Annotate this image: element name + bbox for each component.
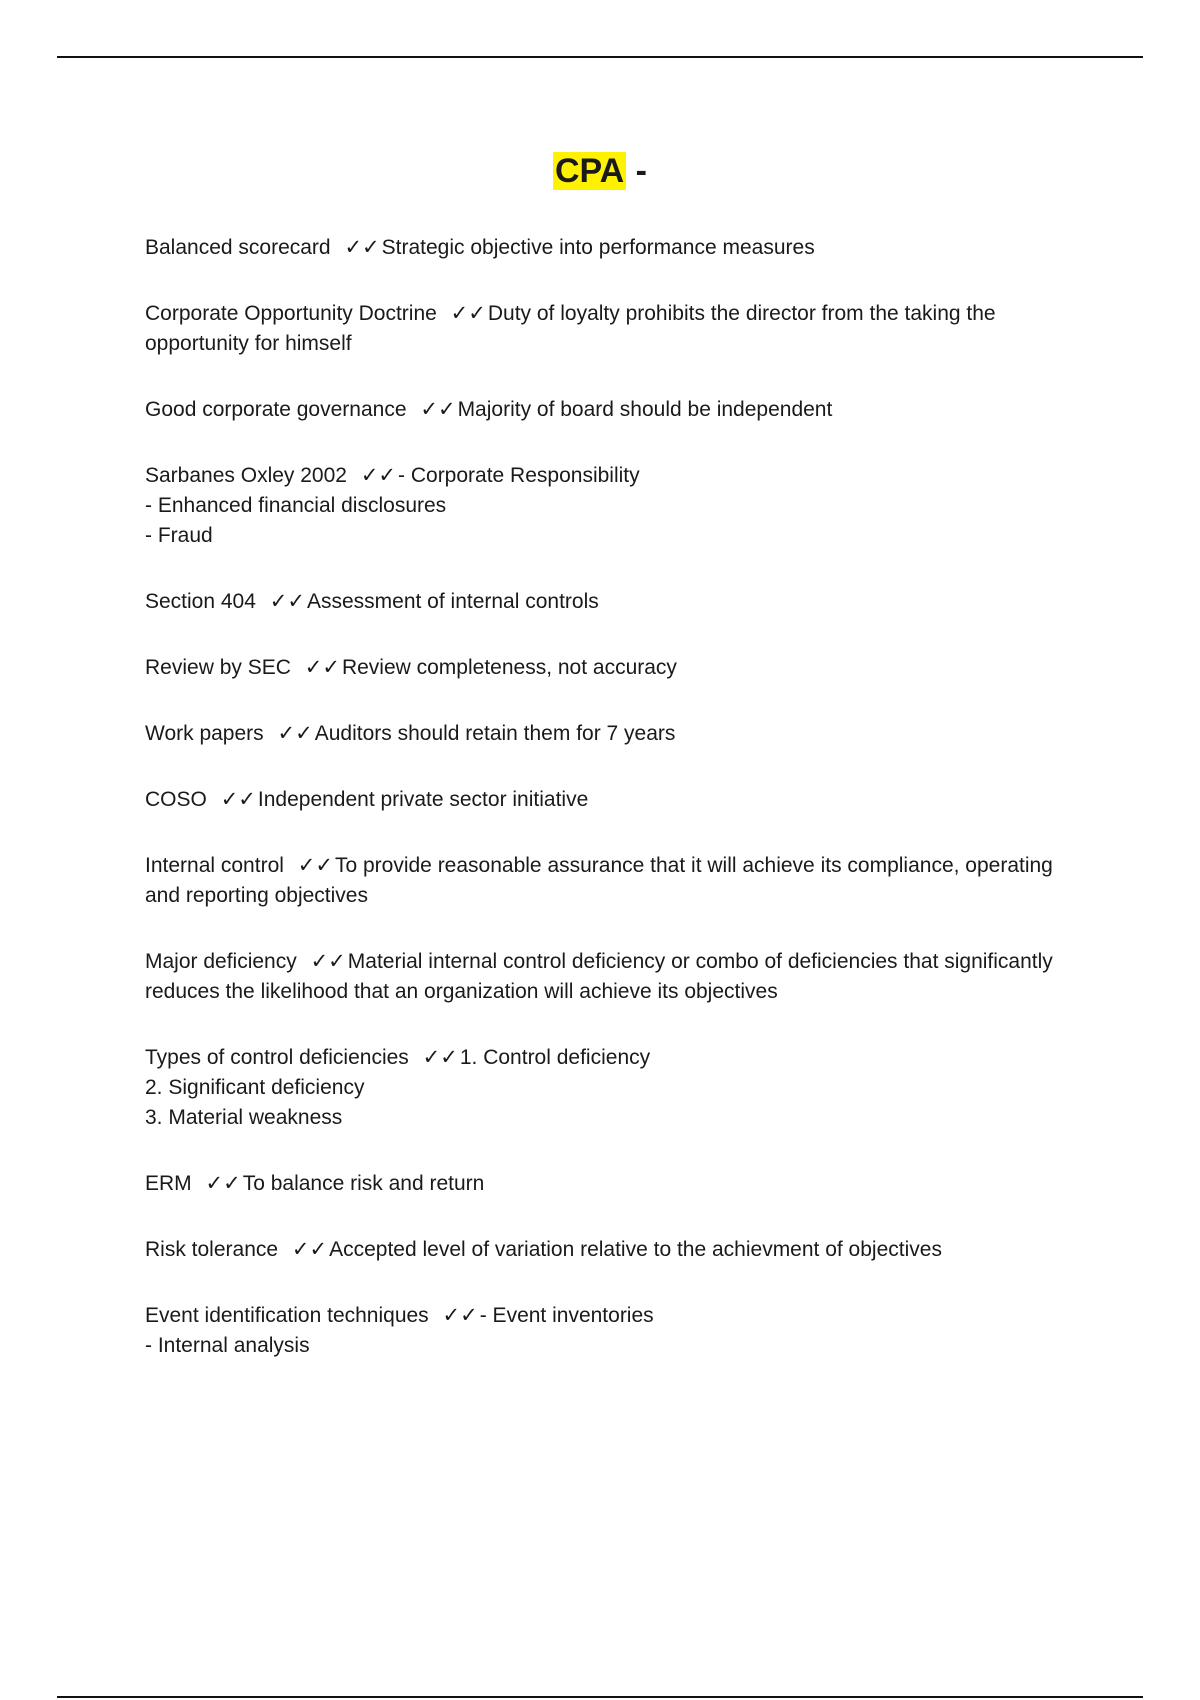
double-check-icon: ✓✓: [205, 1171, 241, 1195]
title-highlight: CPA: [554, 152, 625, 190]
flashcard-entry: [145, 1234, 1075, 1265]
entry-first-line: [145, 1300, 1075, 1331]
double-check-icon: ✓✓: [422, 1045, 458, 1069]
entry-first-line: [145, 298, 1075, 359]
flashcard-list: [145, 232, 1075, 1396]
entry-term: Major deficiency: [145, 950, 297, 973]
double-check-icon: ✓✓: [360, 463, 397, 487]
double-check-icon: ✓✓: [450, 301, 486, 325]
entry-definition: To provide reasonable assurance that it will achieve its compliance, operating and reporting objectives: [145, 854, 1053, 907]
entry-first-line: [145, 1234, 1075, 1265]
entry-term: Event identification techniques: [145, 1304, 429, 1327]
entry-definition: Assessment of internal controls: [306, 590, 599, 613]
entry-term: Sarbanes Oxley 2002: [145, 464, 347, 487]
flashcard-entry: [145, 1042, 1075, 1133]
title-suffix: -: [626, 152, 648, 190]
entry-first-line: [145, 718, 1075, 749]
double-check-icon: ✓✓: [304, 655, 340, 679]
entry-first-line: [145, 850, 1075, 911]
flashcard-entry: [145, 394, 1075, 425]
entry-extra-line: - Fraud: [145, 524, 213, 547]
entry-definition: Majority of board should be independent: [457, 398, 833, 421]
flashcard-entry: [145, 460, 1075, 551]
double-check-icon: ✓✓: [220, 787, 256, 811]
flashcard-entry: [145, 1300, 1075, 1361]
entry-definition: Review completeness, not accuracy: [341, 656, 677, 679]
double-check-icon: ✓✓: [310, 949, 346, 973]
entry-definition: To balance risk and return: [242, 1172, 485, 1195]
entry-first-line: [145, 586, 1075, 617]
entry-extra-line: 3. Material weakness: [145, 1106, 343, 1129]
entry-first-line: [145, 460, 1075, 491]
double-check-icon: ✓✓: [269, 589, 305, 613]
entry-term: Balanced scorecard: [145, 236, 331, 259]
entry-definition: Auditors should retain them for 7 years: [314, 722, 676, 745]
flashcard-entry: [145, 232, 1075, 263]
flashcard-entry: [145, 946, 1075, 1007]
flashcard-entry: [145, 586, 1075, 617]
entry-first-line: [145, 784, 1075, 815]
entry-first-line: [145, 1042, 1075, 1073]
double-check-icon: ✓✓: [344, 235, 380, 259]
entry-term: Work papers: [145, 722, 264, 745]
entry-definition: Accepted level of variation relative to the achievment of objectives: [329, 1238, 942, 1261]
entry-extra-line: 2. Significant deficiency: [145, 1076, 365, 1099]
entry-definition: Duty of loyalty prohibits the director from the taking the opportunity for himself: [145, 302, 996, 355]
flashcard-entry: [145, 718, 1075, 749]
entry-extra-line: - Internal analysis: [145, 1334, 310, 1357]
entry-definition: Independent private sector initiative: [257, 788, 589, 811]
header-rule: [57, 56, 1143, 58]
flashcard-entry: [145, 1168, 1075, 1199]
footer-rule: [57, 1696, 1143, 1698]
entry-term: Risk tolerance: [145, 1238, 279, 1261]
entry-first-line: [145, 946, 1075, 1007]
double-check-icon: ✓✓: [442, 1303, 478, 1327]
double-check-icon: ✓✓: [291, 1237, 328, 1261]
entry-term: Internal control: [145, 854, 284, 877]
entry-definition: Strategic objective into performance measures: [381, 236, 815, 259]
page-title: [0, 144, 1200, 198]
entry-term: Section 404: [145, 590, 256, 613]
entry-term: ERM: [145, 1172, 192, 1195]
flashcard-entry: [145, 784, 1075, 815]
entry-definition: Material internal control deficiency or combo of deficiencies that significantly reduces the likelihood that an organization will achieve its objectives: [145, 950, 1053, 1003]
flashcard-entry: [145, 652, 1075, 683]
double-check-icon: ✓✓: [420, 397, 456, 421]
entry-extra-line: - Enhanced financial disclosures: [145, 494, 447, 517]
entry-first-line: [145, 1168, 1075, 1199]
entry-term: Review by SEC: [145, 656, 291, 679]
double-check-icon: ✓✓: [297, 853, 333, 877]
entry-definition: - Corporate Responsibility: [398, 464, 640, 487]
entry-term: Types of control deficiencies: [145, 1046, 409, 1069]
double-check-icon: ✓✓: [277, 721, 313, 745]
flashcard-entry: [145, 298, 1075, 359]
entry-term: COSO: [145, 788, 207, 811]
entry-definition: - Event inventories: [479, 1304, 654, 1327]
entry-first-line: [145, 232, 1075, 263]
entry-first-line: [145, 394, 1075, 425]
entry-term: Good corporate governance: [145, 398, 407, 421]
entry-definition: 1. Control deficiency: [459, 1046, 651, 1069]
entry-first-line: [145, 652, 1075, 683]
entry-term: Corporate Opportunity Doctrine: [145, 302, 437, 325]
flashcard-entry: [145, 850, 1075, 911]
